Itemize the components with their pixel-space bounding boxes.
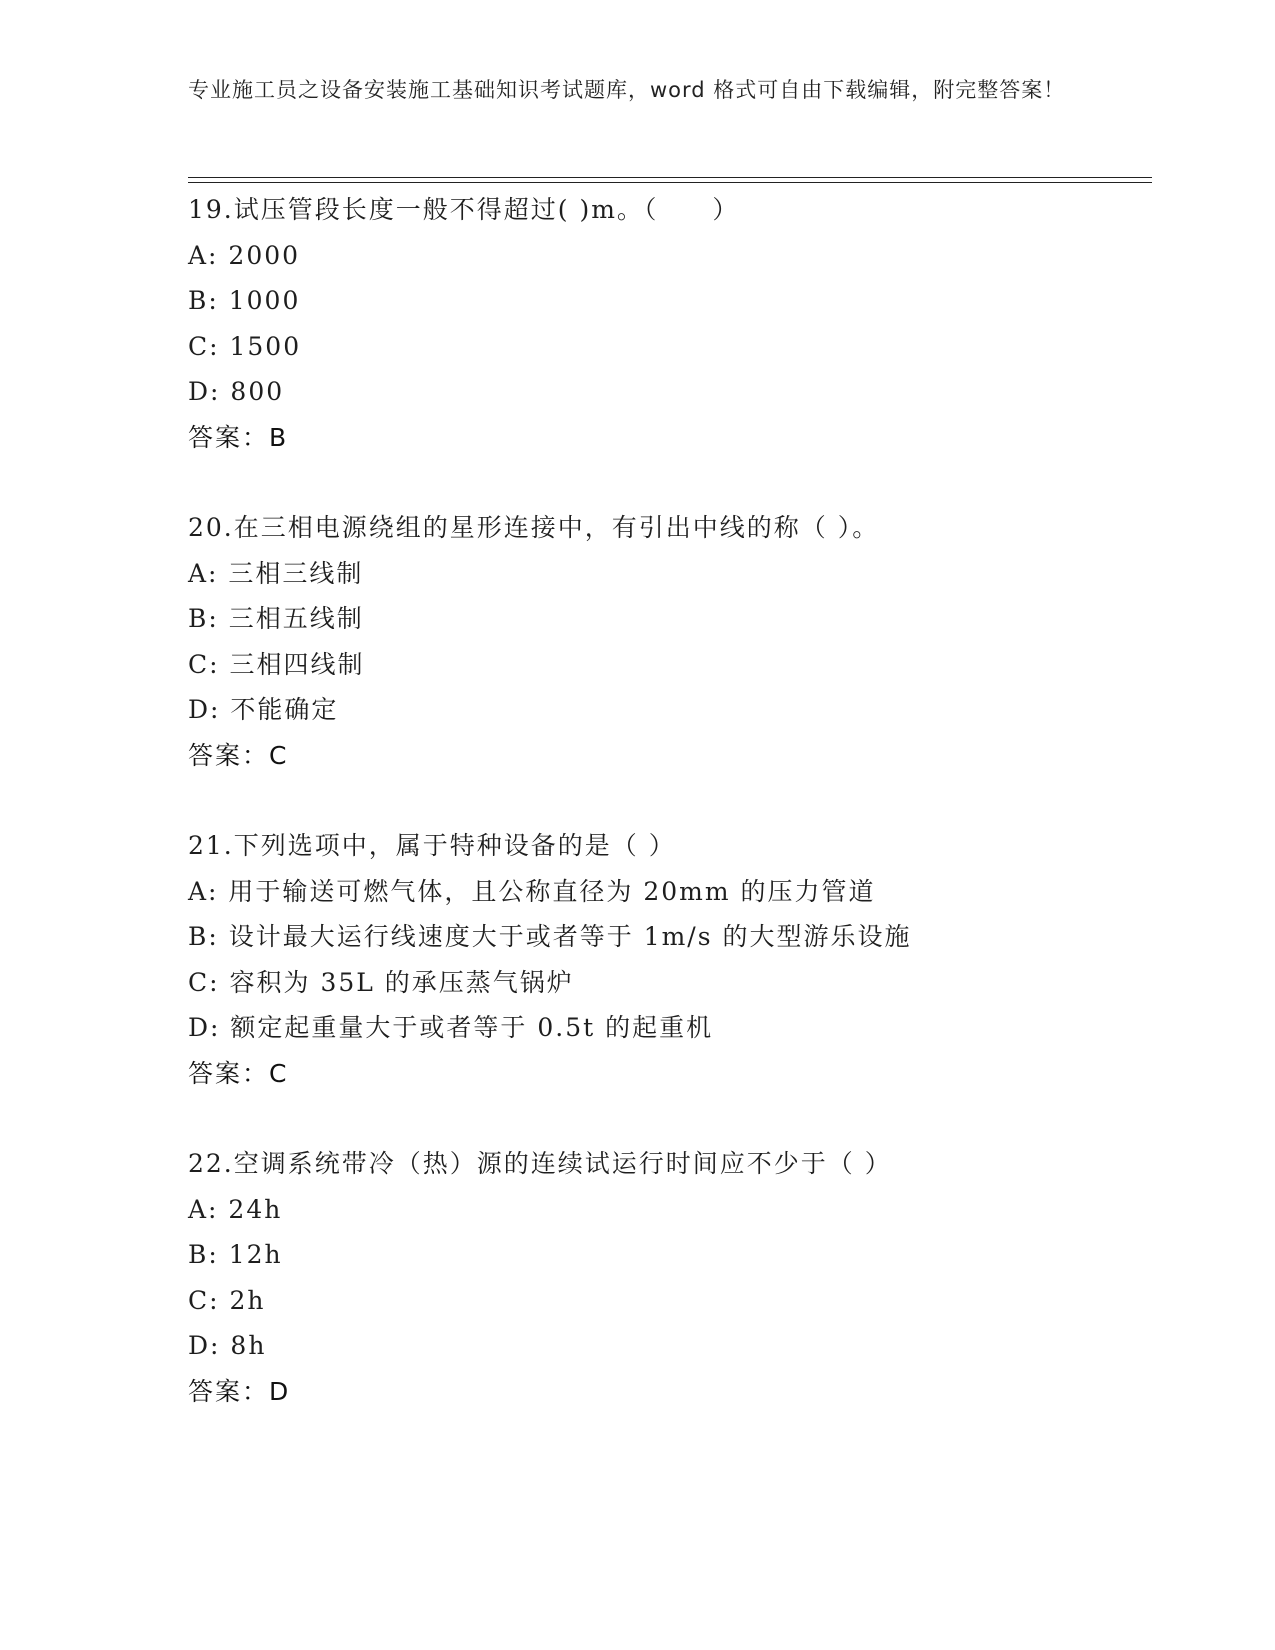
answer-line [188,1051,1148,1097]
option-c: C: 1500 [188,331,302,361]
option-b: B: 1000 [188,286,301,316]
answer-label: 答案： [188,422,270,452]
answer-value: C [269,740,289,770]
answer-label: 答案： [188,1376,270,1406]
question-stem: 19.试压管段长度一般不得超过( )m。（ ） [188,195,740,224]
option-d: D: 800 [188,377,285,407]
header-divider-bottom [188,182,1152,183]
option-a: A: 用于输送可燃气体，且公称直径为 20mm 的压力管道 [188,876,876,906]
option-a: A: 三相三线制 [188,558,364,588]
header-divider-top [188,177,1152,178]
question-stem: 22.空调系统带冷（热）源的连续试运行时间应不少于（ ） [188,1149,892,1178]
option-c: C: 2h [188,1285,266,1315]
answer-value: D [269,1376,291,1406]
option-d: D: 不能确定 [188,695,339,725]
answer-line [188,733,1148,779]
option-b: B: 设计最大运行线速度大于或者等于 1m/s 的大型游乐设施 [188,922,912,952]
answer-value: C [269,1058,289,1088]
option-a: A: 24h [188,1194,283,1224]
option-c: C: 三相四线制 [188,649,365,679]
answer-line [188,415,1148,461]
question-19 [188,187,1148,461]
question-21 [188,823,1148,1097]
option-d: D: 额定起重量大于或者等于 0.5t 的起重机 [188,1013,714,1043]
option-b: B: 12h [188,1240,283,1270]
document-header: 专业施工员之设备安装施工基础知识考试题库，word 格式可自由下载编辑，附完整答案！ [188,78,1066,102]
answer-label: 答案： [188,1058,270,1088]
question-20 [188,505,1148,779]
answer-value: B [269,422,289,452]
answer-label: 答案： [188,740,270,770]
option-d: D: 8h [188,1331,267,1361]
question-stem: 21.下列选项中，属于特种设备的是（ ） [188,831,676,860]
question-stem: 20.在三相电源绕组的星形连接中，有引出中线的称（ ）。 [188,513,880,542]
question-22 [188,1141,1148,1415]
option-a: A: 2000 [188,240,301,270]
answer-line [188,1369,1148,1415]
option-b: B: 三相五线制 [188,604,364,634]
option-c: C: 容积为 35L 的承压蒸气锅炉 [188,967,574,997]
